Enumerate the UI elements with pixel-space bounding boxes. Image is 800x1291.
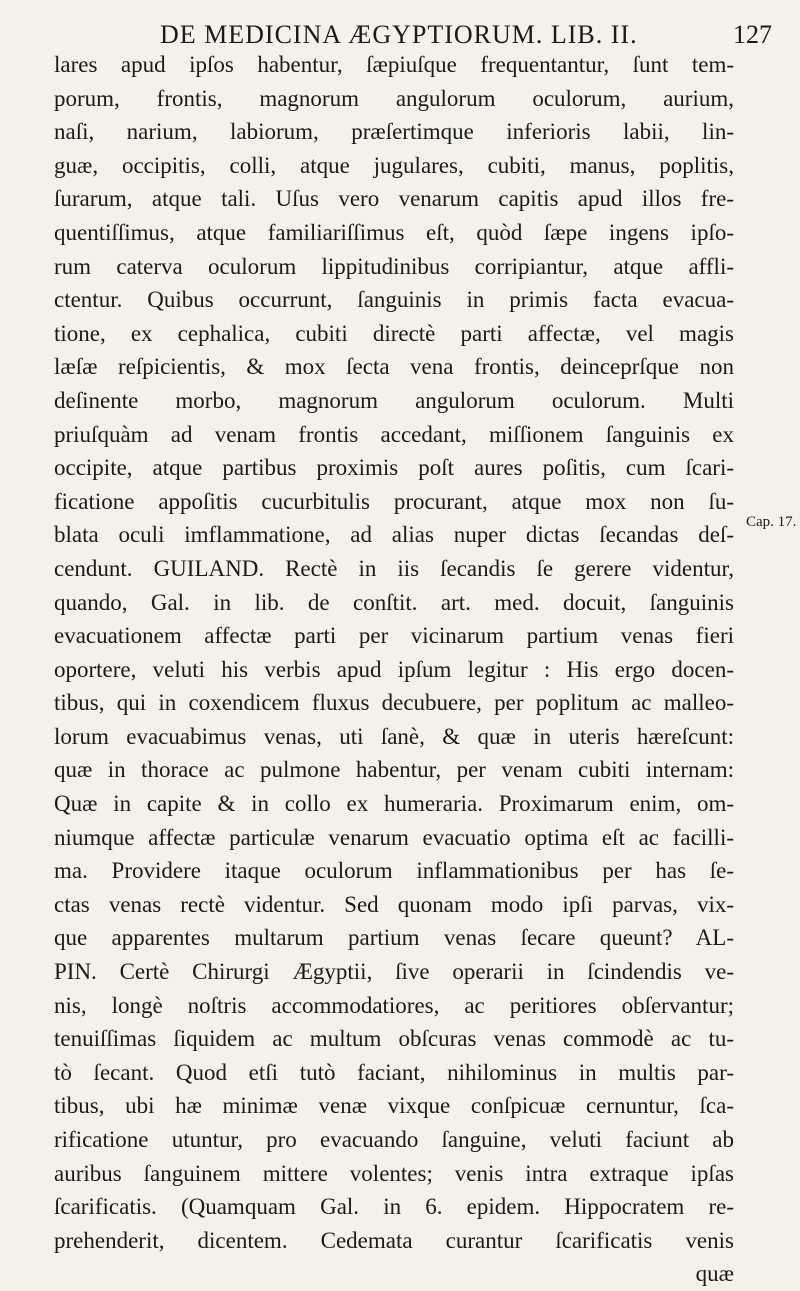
text-line: ctentur. Quibus occurrunt, ſanguinis in primis facta evacua- (54, 287, 734, 313)
running-head: DE MEDICINA ÆGYPTIORUM. LIB. II. (160, 20, 638, 49)
text-line: tò ſecant. Quod etſi tutò faciant, nihilominus in multis par- (54, 1059, 734, 1085)
text-line: rificatione utuntur, pro evacuando ſanguine, veluti faciunt ab (54, 1127, 734, 1152)
text-line: guæ, occipitis, colli, atque jugulares, cubiti, manus, poplitis, (54, 152, 734, 178)
text-line: quando, Gal. in lib. de conſtit. art. med. docuit, ſanguinis (54, 589, 734, 615)
text-line: rum caterva oculorum lippitudinibus corripiantur, atque affli- (54, 253, 734, 279)
page-header (60, 12, 780, 52)
text-line: evacuationem affectæ parti per vicinarum partium venas fieri (54, 623, 734, 649)
page-number: 127 (733, 20, 772, 49)
text-line: PIN. Certè Chirurgi Ægyptii, ſive operarii in ſcindendis ve- (54, 959, 734, 985)
text-line: cendunt. GUILAND. Rectè in iis ſecandis ſe gerere videntur, (54, 555, 734, 581)
text-line: lares apud ipſos habentur, ſæpiuſque frequentantur, ſunt tem- (54, 52, 734, 77)
text-line: naſi, narium, labiorum, præſertimque inferioris labii, lin- (54, 119, 734, 145)
text-line: auribus ſanguinem mittere volentes; venis intra extraque ipſas (54, 1160, 734, 1186)
text-line: ſurarum, atque tali. Uſus vero venarum capitis apud illos fre- (54, 186, 734, 212)
text-line: deſinente morbo, magnorum angulorum oculorum. Multi (54, 387, 734, 413)
text-line: niumque affectæ particulæ venarum evacuatio optima eſt ac facilli- (54, 824, 734, 850)
text-line: ctas venas rectè videntur. Sed quonam modo ipſi parvas, vix- (54, 891, 734, 917)
margin-note: Cap. 17. (746, 514, 797, 530)
text-line: prehenderit, dicentem. Cedemata curantur ſcarificatis venis (54, 1227, 734, 1253)
text-line: priuſquàm ad venam frontis accedant, miſſionem ſanguinis ex (54, 421, 734, 447)
text-line: ma. Providere itaque oculorum inflammationibus per has ſe- (54, 858, 734, 884)
text-line: lorum evacuabimus venas, uti ſanè, & quæ in uteris hæreſcunt: (54, 723, 734, 749)
text-line: tione, ex cephalica, cubiti directè parti affectæ, vel magis (54, 320, 734, 346)
text-line: quæ (695, 1261, 734, 1287)
text-line: quentiſſimus, atque familiariſſimus eſt, quòd ſæpe ingens ipſo- (54, 219, 734, 245)
text-line: tenuiſſimas ſiquidem ac multum obſcuras venas commodè ac tu- (54, 1026, 734, 1052)
text-line: porum, frontis, magnorum angulorum oculorum, aurium, (54, 85, 734, 111)
text-line: oportere, veluti his verbis apud ipſum legitur : His ergo docen- (54, 656, 734, 682)
text-line: nis, longè noſtris accommodatiores, ac peritiores obſervantur; (54, 992, 734, 1018)
text-line: læſæ reſpicientis, & mox ſecta vena frontis, deinceprſque non (54, 354, 734, 380)
text-line: ſcarificatis. (Quamquam Gal. in 6. epidem. Hippocratem re- (54, 1194, 734, 1220)
body-text (54, 48, 734, 1291)
text-line: tibus, ubi hæ minimæ venæ vixque conſpicuæ cernuntur, ſca- (54, 1093, 734, 1119)
text-line: occipite, atque partibus proximis poſt aures poſitis, cum ſcari- (54, 455, 734, 481)
text-line: tibus, qui in coxendicem fluxus decubuere, per poplitum ac malleo- (54, 690, 734, 716)
text-line: ficatione appoſitis cucurbitulis procurant, atque mox non ſu- (54, 488, 734, 514)
text-line: blata oculi imflammatione, ad alias nuper dictas ſecandas deſ- (54, 522, 734, 548)
text-line: que apparentes multarum partium venas ſecare queunt? AL- (54, 925, 734, 951)
text-line: quæ in thorace ac pulmone habentur, per venam cubiti internam: (54, 757, 734, 783)
text-line: Quæ in capite & in collo ex humeraria. Proximarum enim, om- (54, 791, 734, 817)
